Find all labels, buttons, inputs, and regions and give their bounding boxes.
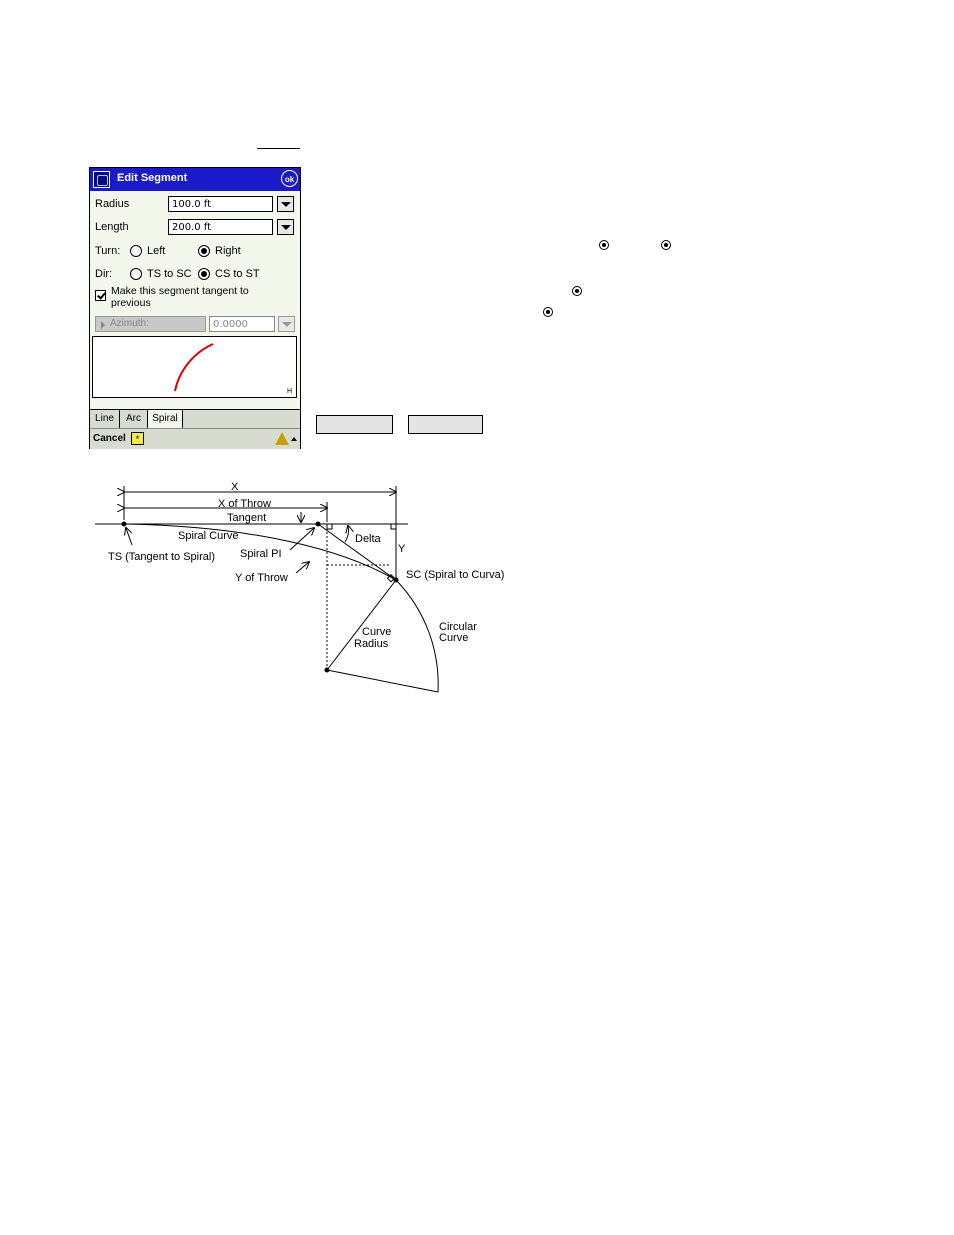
- label-tangent: Tangent: [227, 512, 267, 524]
- azimuth-button[interactable]: Azimuth:: [95, 316, 206, 332]
- turn-label: Turn:: [95, 245, 121, 257]
- segment-preview: [92, 336, 297, 398]
- preview-curve-graphic: [93, 337, 296, 397]
- label-y: Y: [398, 543, 406, 555]
- dir-ts-sc-radio[interactable]: [130, 268, 142, 280]
- length-input[interactable]: 200.0 ft: [168, 219, 273, 235]
- radio-marker-icon: [543, 307, 553, 317]
- input-panel-arrow-icon[interactable]: [291, 437, 297, 441]
- warning-icon[interactable]: [275, 432, 289, 445]
- radio-marker-icon: [572, 286, 582, 296]
- tab-strip: [90, 409, 300, 429]
- label-spiral-curve: Spiral Curve: [178, 530, 239, 542]
- label-spiral-pi: Spiral PI: [240, 548, 282, 560]
- turn-right-radio[interactable]: [198, 245, 210, 257]
- length-dropdown-button[interactable]: [277, 219, 294, 235]
- turn-right-label: Right: [215, 245, 241, 257]
- spiral-diagram: [0, 470, 954, 710]
- button-image-2: [408, 415, 483, 434]
- dir-cs-st-label: CS to ST: [215, 268, 260, 280]
- tab-line[interactable]: Line: [90, 410, 120, 428]
- turn-left-label: Left: [147, 245, 166, 257]
- label-x-of-throw: X of Throw: [218, 498, 271, 510]
- star-icon[interactable]: *: [131, 432, 144, 445]
- label-circular-curve: Curve: [439, 632, 469, 644]
- radius-dropdown-button[interactable]: [277, 196, 294, 212]
- radius-input[interactable]: 100.0 ft: [168, 196, 273, 212]
- label-curve: Curve: [362, 626, 392, 638]
- azimuth-input[interactable]: 0.0000: [209, 316, 275, 332]
- label-delta: Delta: [355, 533, 381, 545]
- ok-button[interactable]: ok: [281, 170, 298, 187]
- radio-marker-icon: [599, 240, 609, 250]
- preview-corner-label: H: [286, 388, 292, 395]
- dir-cs-st-radio[interactable]: [198, 268, 210, 280]
- label-x: X: [231, 481, 239, 493]
- radius-label: Radius: [95, 198, 130, 210]
- dir-ts-sc-label: TS to SC: [147, 268, 192, 280]
- label-radius: Radius: [354, 638, 389, 650]
- length-label: Length: [95, 221, 129, 233]
- preview-spiral-curve: [175, 344, 213, 391]
- tangent-checkbox-label: Make this segment tangent to previous: [111, 285, 249, 309]
- label-circular: Circular: [439, 621, 477, 633]
- radio-marker-icon: [661, 240, 671, 250]
- tangent-checkbox[interactable]: [95, 290, 106, 301]
- label-sc: SC (Spiral to Curva): [406, 569, 505, 581]
- title-bar: [90, 168, 300, 191]
- command-bar: [90, 428, 300, 449]
- edit-segment-window: [89, 167, 301, 449]
- turn-left-radio[interactable]: [130, 245, 142, 257]
- underline-mark: [257, 148, 300, 149]
- dir-label: Dir:: [95, 268, 113, 280]
- azimuth-dropdown-button[interactable]: [278, 316, 295, 332]
- tab-arc[interactable]: Arc: [120, 410, 148, 428]
- button-image-1: [316, 415, 393, 434]
- label-y-of-throw: Y of Throw: [235, 572, 288, 584]
- label-ts: TS (Tangent to Spiral): [108, 551, 215, 563]
- tab-spiral[interactable]: Spiral: [148, 410, 183, 428]
- start-menu-icon[interactable]: [93, 171, 110, 188]
- window-title: Edit Segment: [117, 172, 188, 184]
- cancel-button[interactable]: Cancel: [93, 433, 126, 444]
